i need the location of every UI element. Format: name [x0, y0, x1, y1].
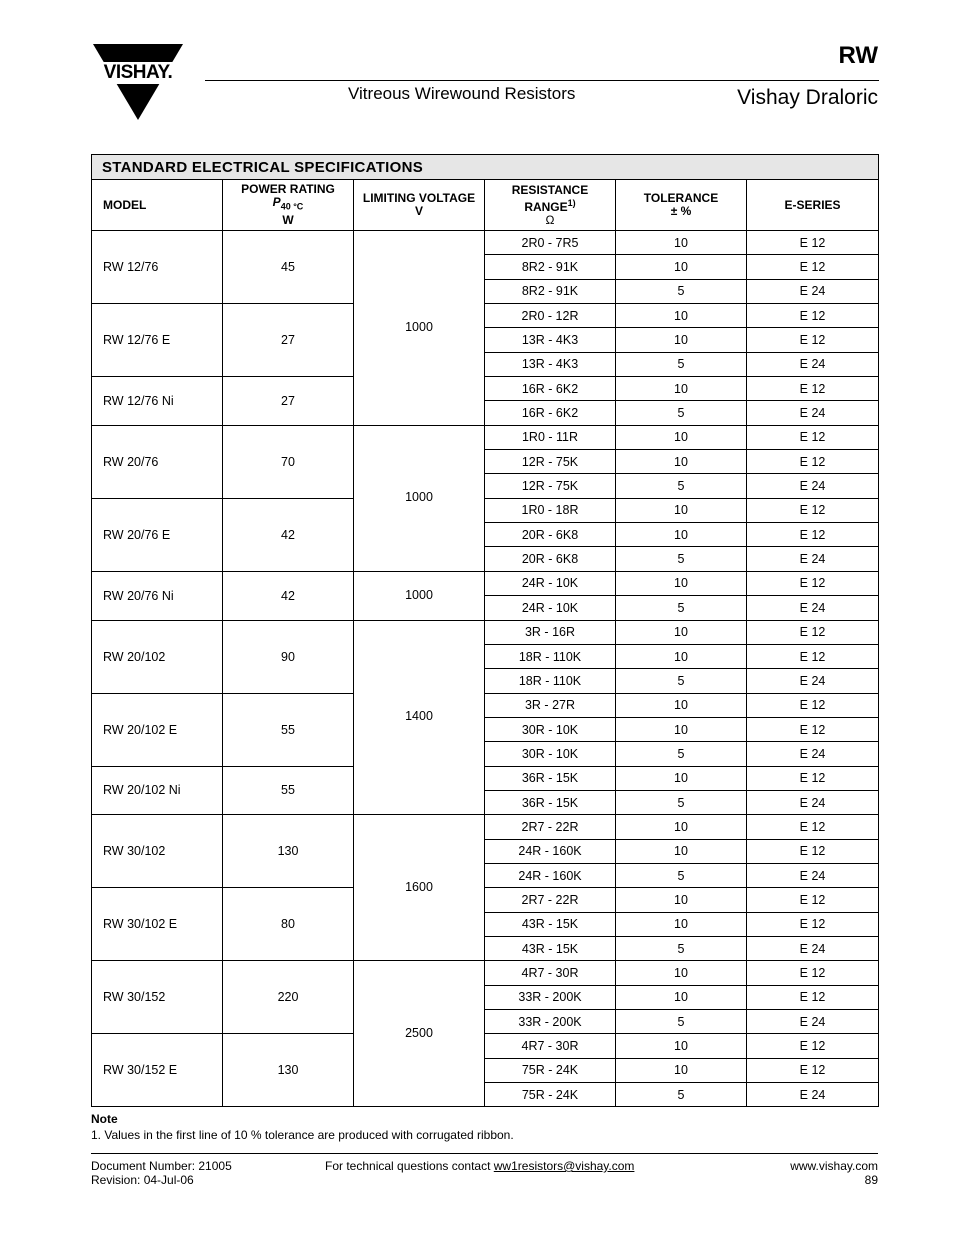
- tolerance-cell: 10: [616, 912, 747, 936]
- voltage-cell: [354, 425, 485, 498]
- table-row: [92, 1034, 879, 1058]
- table-row: [92, 377, 879, 401]
- voltage-cell: [354, 815, 485, 888]
- tolerance-cell: 10: [616, 644, 747, 668]
- eseries-cell: E 12: [747, 912, 879, 936]
- resistance-cell: 16R - 6K2: [485, 401, 616, 425]
- col-header-resistance: [485, 180, 616, 231]
- contact-email-link[interactable]: ww1resistors@vishay.com: [493, 1159, 635, 1173]
- tolerance-header-label: TOLERANCE: [643, 191, 719, 205]
- eseries-cell: E 12: [747, 815, 879, 839]
- voltage-cell: [354, 1025, 485, 1107]
- eseries-cell: E 24: [747, 401, 879, 425]
- power-cell: 90: [223, 620, 354, 693]
- model-cell: RW 20/76 Ni: [92, 571, 223, 620]
- logo-text: VISHAY.: [93, 62, 183, 84]
- table-row: [92, 815, 879, 839]
- tolerance-cell: 5: [616, 669, 747, 693]
- contact-line: [325, 1159, 634, 1173]
- table-row: [92, 231, 879, 255]
- spec-table: [91, 154, 879, 1107]
- product-code: RW: [838, 42, 878, 69]
- eseries-cell: E 12: [747, 644, 879, 668]
- resistance-cell: 8R2 - 91K: [485, 279, 616, 303]
- resistance-cell: 24R - 10K: [485, 571, 616, 595]
- voltage-cell: [354, 766, 485, 815]
- table-row: [92, 498, 879, 522]
- resistance-cell: 33R - 200K: [485, 1010, 616, 1034]
- tolerance-cell: 10: [616, 815, 747, 839]
- voltage-cell: [354, 693, 485, 766]
- table-row: [92, 571, 879, 595]
- voltage-cell: [354, 620, 485, 693]
- eseries-cell: E 24: [747, 1083, 879, 1107]
- eseries-cell: E 12: [747, 571, 879, 595]
- voltage-cell: [354, 571, 485, 620]
- eseries-cell: E 12: [747, 523, 879, 547]
- voltage-value: 2500: [405, 1025, 433, 1040]
- voltage-unit: V: [414, 204, 423, 218]
- eseries-cell: E 24: [747, 669, 879, 693]
- power-cell: 45: [223, 231, 354, 304]
- tolerance-cell: 10: [616, 620, 747, 644]
- tolerance-cell: 5: [616, 352, 747, 376]
- document-number: Document Number: 21005: [91, 1159, 232, 1173]
- eseries-cell: E 12: [747, 304, 879, 328]
- power-cell: 80: [223, 888, 354, 961]
- page-number: 89: [864, 1173, 878, 1187]
- tolerance-cell: 5: [616, 742, 747, 766]
- tolerance-cell: 5: [616, 863, 747, 887]
- page-subtitle: Vitreous Wirewound Resistors: [348, 84, 576, 103]
- voltage-value: 1400: [405, 709, 433, 724]
- website: www.vishay.com: [790, 1159, 878, 1173]
- power-cell: 220: [223, 961, 354, 1034]
- eseries-cell: E 12: [747, 620, 879, 644]
- table-title-row: [92, 155, 879, 180]
- model-cell: RW 20/102 E: [92, 693, 223, 766]
- tolerance-cell: 5: [616, 1083, 747, 1107]
- eseries-cell: E 24: [747, 596, 879, 620]
- resistance-cell: 36R - 15K: [485, 790, 616, 814]
- tolerance-cell: 10: [616, 304, 747, 328]
- resistance-cell: 18R - 110K: [485, 669, 616, 693]
- tolerance-cell: 5: [616, 596, 747, 620]
- resistance-cell: 36R - 15K: [485, 766, 616, 790]
- model-cell: RW 30/102 E: [92, 888, 223, 961]
- spec-table-body: [92, 155, 879, 1107]
- eseries-cell: E 24: [747, 1010, 879, 1034]
- resistance-cell: 30R - 10K: [485, 742, 616, 766]
- col-header-tolerance: [616, 180, 747, 231]
- voltage-cell: [354, 961, 485, 1034]
- tolerance-cell: 10: [616, 450, 747, 474]
- model-cell: RW 20/102: [92, 620, 223, 693]
- table-row: [92, 888, 879, 912]
- power-cell: 130: [223, 1034, 354, 1107]
- resistance-cell: 43R - 15K: [485, 912, 616, 936]
- eseries-cell: E 12: [747, 255, 879, 279]
- note-heading: Note: [91, 1112, 118, 1126]
- power-header-label: POWER RATING: [241, 182, 335, 197]
- power-cell: 130: [223, 815, 354, 888]
- tolerance-cell: 10: [616, 888, 747, 912]
- power-cell: 55: [223, 693, 354, 766]
- eseries-cell: E 12: [747, 1034, 879, 1058]
- resistance-cell: 2R7 - 22R: [485, 888, 616, 912]
- tolerance-cell: 10: [616, 328, 747, 352]
- tolerance-cell: 10: [616, 985, 747, 1009]
- power-cell: 70: [223, 425, 354, 498]
- eseries-cell: E 24: [747, 790, 879, 814]
- resistance-cell: 75R - 24K: [485, 1083, 616, 1107]
- voltage-cell: [354, 231, 485, 304]
- voltage-value: 1000: [405, 588, 433, 603]
- col-header-eseries: E-SERIES: [747, 180, 879, 231]
- resistance-cell: 2R0 - 7R5: [485, 231, 616, 255]
- resistance-cell: 13R - 4K3: [485, 328, 616, 352]
- header-rule: [205, 80, 879, 81]
- eseries-cell: E 12: [747, 425, 879, 449]
- tolerance-cell: 5: [616, 936, 747, 960]
- tolerance-cell: 10: [616, 571, 747, 595]
- eseries-cell: E 12: [747, 1058, 879, 1082]
- table-row: [92, 304, 879, 328]
- power-cell: 55: [223, 766, 354, 815]
- resistance-cell: 18R - 110K: [485, 644, 616, 668]
- tolerance-cell: 10: [616, 961, 747, 985]
- revision-date: Revision: 04-Jul-06: [91, 1173, 194, 1187]
- resistance-cell: 2R7 - 22R: [485, 815, 616, 839]
- resistance-cell: 20R - 6K8: [485, 547, 616, 571]
- eseries-cell: E 12: [747, 231, 879, 255]
- table-row: [92, 425, 879, 449]
- resistance-cell: 13R - 4K3: [485, 352, 616, 376]
- resistance-cell: 75R - 24K: [485, 1058, 616, 1082]
- eseries-cell: E 12: [747, 693, 879, 717]
- eseries-cell: E 24: [747, 279, 879, 303]
- resistance-cell: 4R7 - 30R: [485, 961, 616, 985]
- resistance-cell: 24R - 160K: [485, 863, 616, 887]
- table-row: [92, 961, 879, 985]
- resistance-cell: 24R - 10K: [485, 596, 616, 620]
- model-cell: RW 12/76 E: [92, 304, 223, 377]
- tolerance-cell: 5: [616, 401, 747, 425]
- tolerance-cell: 10: [616, 1058, 747, 1082]
- tolerance-unit: ± %: [670, 204, 692, 218]
- eseries-cell: E 24: [747, 742, 879, 766]
- col-header-model: MODEL: [92, 180, 223, 231]
- model-cell: RW 20/76 E: [92, 498, 223, 571]
- eseries-cell: E 12: [747, 888, 879, 912]
- power-cell: 27: [223, 377, 354, 426]
- table-row: [92, 620, 879, 644]
- resistance-cell: 43R - 15K: [485, 936, 616, 960]
- resistance-cell: 3R - 16R: [485, 620, 616, 644]
- power-unit: W: [282, 212, 294, 227]
- power-subscript: 40 °C: [280, 201, 304, 212]
- resistance-cell: 1R0 - 11R: [485, 425, 616, 449]
- resistance-cell: 12R - 75K: [485, 450, 616, 474]
- footer-rule: [91, 1153, 878, 1154]
- model-cell: RW 12/76 Ni: [92, 377, 223, 426]
- resistance-cell: 20R - 6K8: [485, 523, 616, 547]
- power-symbol: P: [272, 195, 281, 210]
- resistance-header-label: RESISTANCE: [511, 182, 589, 197]
- power-cell: 42: [223, 498, 354, 571]
- resistance-cell: 2R0 - 12R: [485, 304, 616, 328]
- voltage-cell: [354, 304, 485, 377]
- table-row: [92, 693, 879, 717]
- resistance-cell: 16R - 6K2: [485, 377, 616, 401]
- voltage-header-label: LIMITING VOLTAGE: [362, 191, 476, 205]
- voltage-cell: [354, 377, 485, 426]
- table-row: [92, 766, 879, 790]
- resistance-cell: 33R - 200K: [485, 985, 616, 1009]
- voltage-value: 1000: [405, 319, 433, 334]
- tolerance-cell: 10: [616, 498, 747, 522]
- footnote-marker: 1): [567, 197, 576, 208]
- tolerance-cell: 10: [616, 766, 747, 790]
- tolerance-cell: 10: [616, 839, 747, 863]
- eseries-cell: E 12: [747, 985, 879, 1009]
- resistance-header-label2: RANGE: [524, 199, 568, 214]
- model-cell: RW 20/76: [92, 425, 223, 498]
- eseries-cell: E 12: [747, 961, 879, 985]
- tolerance-cell: 5: [616, 547, 747, 571]
- tolerance-cell: 5: [616, 474, 747, 498]
- eseries-cell: E 24: [747, 352, 879, 376]
- eseries-cell: E 12: [747, 766, 879, 790]
- model-cell: RW 30/102: [92, 815, 223, 888]
- table-header-row: [92, 180, 879, 231]
- contact-prefix: For technical questions contact: [325, 1159, 494, 1173]
- voltage-value: 1600: [405, 879, 433, 894]
- eseries-cell: E 12: [747, 450, 879, 474]
- resistance-cell: 4R7 - 30R: [485, 1034, 616, 1058]
- tolerance-cell: 10: [616, 693, 747, 717]
- table-title: STANDARD ELECTRICAL SPECIFICATIONS: [92, 155, 879, 180]
- note-item: 1. Values in the first line of 10 % tolerance are produced with corrugated ribbon.: [91, 1128, 514, 1142]
- eseries-cell: E 24: [747, 936, 879, 960]
- tolerance-cell: 10: [616, 255, 747, 279]
- resistance-cell: 3R - 27R: [485, 693, 616, 717]
- tolerance-cell: 10: [616, 377, 747, 401]
- model-cell: RW 30/152: [92, 961, 223, 1034]
- tolerance-cell: 10: [616, 1034, 747, 1058]
- resistance-cell: 8R2 - 91K: [485, 255, 616, 279]
- model-cell: RW 30/152 E: [92, 1034, 223, 1107]
- resistance-cell: 1R0 - 18R: [485, 498, 616, 522]
- tolerance-cell: 5: [616, 279, 747, 303]
- voltage-cell: [354, 879, 485, 961]
- eseries-cell: E 12: [747, 839, 879, 863]
- power-cell: 27: [223, 304, 354, 377]
- eseries-cell: E 12: [747, 498, 879, 522]
- model-cell: RW 12/76: [92, 231, 223, 304]
- eseries-cell: E 12: [747, 377, 879, 401]
- tolerance-cell: 10: [616, 717, 747, 741]
- eseries-cell: E 24: [747, 474, 879, 498]
- voltage-cell: [354, 490, 485, 571]
- tolerance-cell: 10: [616, 425, 747, 449]
- resistance-cell: 30R - 10K: [485, 717, 616, 741]
- voltage-value: 1000: [405, 490, 433, 505]
- eseries-cell: E 24: [747, 547, 879, 571]
- tolerance-cell: 5: [616, 790, 747, 814]
- model-cell: RW 20/102 Ni: [92, 766, 223, 815]
- power-cell: 42: [223, 571, 354, 620]
- tolerance-cell: 10: [616, 523, 747, 547]
- col-header-voltage: [354, 180, 485, 231]
- eseries-cell: E 12: [747, 328, 879, 352]
- eseries-cell: E 24: [747, 863, 879, 887]
- resistance-cell: 12R - 75K: [485, 474, 616, 498]
- tolerance-cell: 10: [616, 231, 747, 255]
- brand-name: Vishay Draloric: [737, 86, 878, 109]
- resistance-cell: 24R - 160K: [485, 839, 616, 863]
- resistance-unit: Ω: [545, 212, 555, 227]
- tolerance-cell: 5: [616, 1010, 747, 1034]
- col-header-power: [223, 180, 354, 231]
- eseries-cell: E 12: [747, 717, 879, 741]
